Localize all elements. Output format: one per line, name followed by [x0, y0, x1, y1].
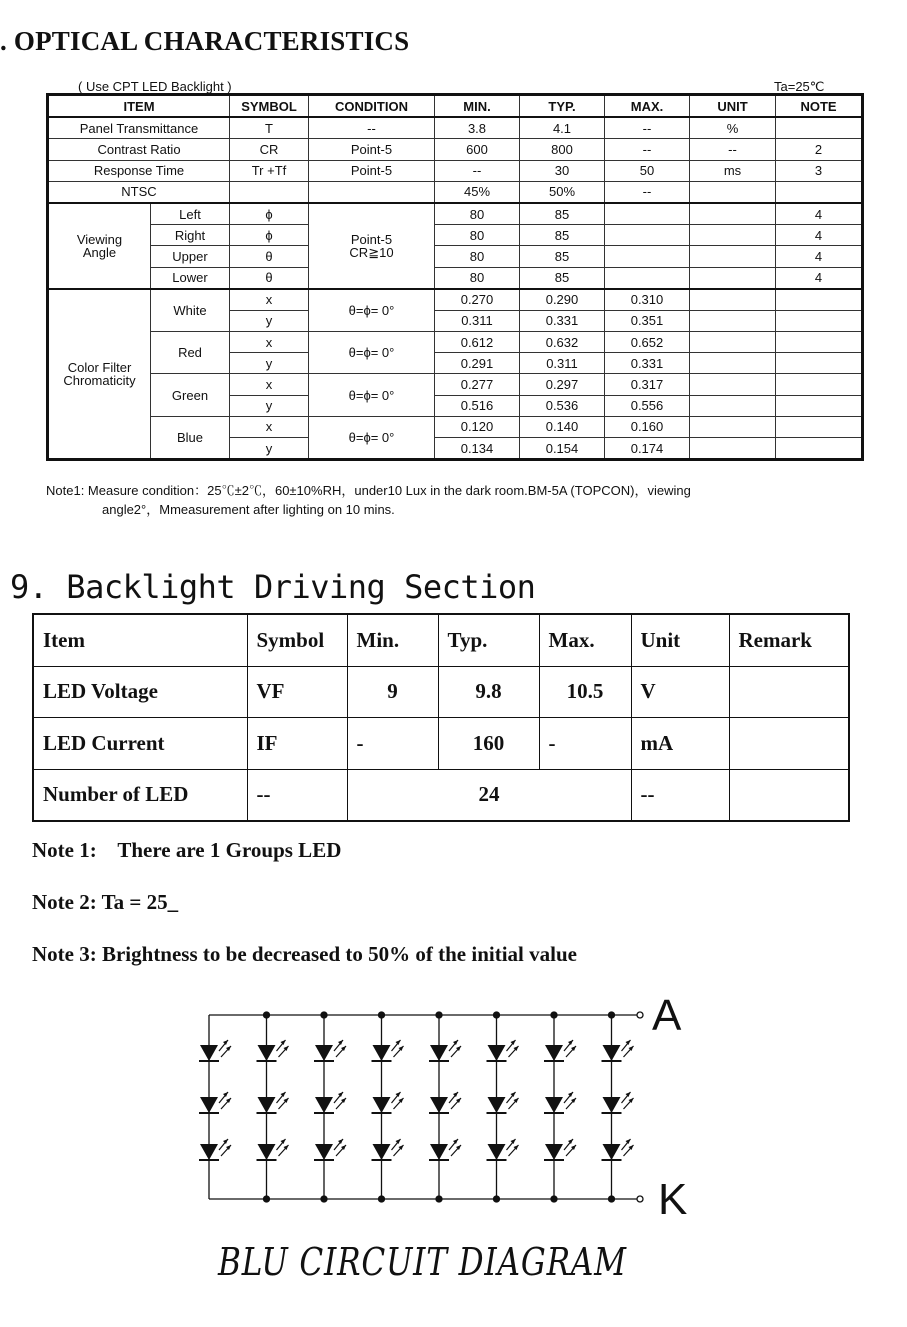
cell-unit: --: [690, 139, 776, 160]
cell-min: 80: [435, 267, 520, 289]
table-row: [48, 139, 863, 160]
junction-dot: [609, 1196, 615, 1202]
junction-dot: [436, 1196, 442, 1202]
junction-dot: [264, 1196, 270, 1202]
junction-dot: [436, 1012, 442, 1018]
cell-symbol: x: [230, 332, 309, 353]
table-row: [48, 181, 863, 203]
led-icon: [602, 1040, 634, 1061]
junction-dot: [321, 1012, 327, 1018]
header-remark: Remark: [729, 614, 849, 666]
cell-note: [776, 374, 863, 395]
led-icon: [199, 1139, 231, 1160]
led-icon: [257, 1092, 289, 1113]
cell-unit: [690, 267, 776, 289]
cell-note: 4: [776, 225, 863, 246]
cell-note: [776, 117, 863, 139]
measurement-note: [46, 481, 866, 519]
cell-typ: 800: [520, 139, 605, 160]
cell-item: LED Voltage: [33, 666, 247, 718]
cell-max: 50: [605, 160, 690, 181]
cell-max: [605, 225, 690, 246]
cell-condition: θ=ϕ= 0°: [309, 289, 435, 332]
led-icon: [199, 1040, 231, 1061]
led-icon: [429, 1040, 461, 1061]
table-row: [33, 769, 849, 821]
header-max: Max.: [539, 614, 631, 666]
cell-symbol: θ: [230, 267, 309, 289]
viewing-angle-condition: Point-5 CR≧10: [309, 203, 435, 289]
cell-min: 0.277: [435, 374, 520, 395]
junction-dot: [551, 1012, 557, 1018]
cell-symbol: ϕ: [230, 203, 309, 225]
led-icon: [372, 1040, 404, 1061]
table-header-row: [48, 95, 863, 118]
header-typ: Typ.: [438, 614, 539, 666]
table-row: [48, 374, 863, 395]
header-item: ITEM: [48, 95, 230, 118]
table-row: [48, 267, 863, 289]
cell-unit: [690, 246, 776, 267]
table-row: [33, 666, 849, 718]
table-row: [33, 718, 849, 770]
cell-remark: [729, 666, 849, 718]
cell-condition: Point-5: [309, 139, 435, 160]
cell-direction: Right: [151, 225, 230, 246]
header-max: MAX.: [605, 95, 690, 118]
table-row: [48, 203, 863, 225]
cell-typ: 50%: [520, 181, 605, 203]
cell-symbol: IF: [247, 718, 347, 770]
cell-unit: mA: [631, 718, 729, 770]
cell-typ: 0.290: [520, 289, 605, 311]
cell-unit: [690, 438, 776, 460]
cell-condition: θ=ϕ= 0°: [309, 332, 435, 374]
cell-typ: 0.331: [520, 310, 605, 331]
cell-typ: 4.1: [520, 117, 605, 139]
cell-condition: θ=ϕ= 0°: [309, 374, 435, 416]
cell-min: 0.612: [435, 332, 520, 353]
cell-item: Number of LED: [33, 769, 247, 821]
cell-symbol: y: [230, 438, 309, 460]
cell-unit: [690, 203, 776, 225]
cell-symbol: y: [230, 353, 309, 374]
backlight-note-1: Note 1: There are 1 Groups LED: [32, 838, 342, 862]
cell-note: [776, 289, 863, 311]
circuit-wires: [209, 1012, 643, 1202]
color-name: White: [151, 289, 230, 332]
header-item: Item: [33, 614, 247, 666]
cell-unit: [690, 332, 776, 353]
cell-typ: 0.536: [520, 395, 605, 416]
cell-max: 0.317: [605, 374, 690, 395]
cell-item: Response Time: [48, 160, 230, 181]
cell-note: [776, 416, 863, 437]
cell-unit: [690, 353, 776, 374]
cell-note: 4: [776, 267, 863, 289]
cell-condition: θ=ϕ= 0°: [309, 416, 435, 459]
cell-symbol: CR: [230, 139, 309, 160]
cell-item: LED Current: [33, 718, 247, 770]
led-icon: [487, 1092, 519, 1113]
cell-max: [605, 246, 690, 267]
led-icon: [257, 1139, 289, 1160]
table-row: [48, 416, 863, 437]
junction-dot: [551, 1196, 557, 1202]
cathode-label: K: [658, 1175, 688, 1224]
cell-item: Panel Transmittance: [48, 117, 230, 139]
cell-min: 80: [435, 225, 520, 246]
cell-note: [776, 438, 863, 460]
cell-min: 0.311: [435, 310, 520, 331]
cell-unit: [690, 181, 776, 203]
blu-circuit-diagram-title: BLU CIRCUIT DIAGRAM: [218, 1240, 627, 1284]
anode-terminal: [637, 1012, 643, 1018]
cell-note: 4: [776, 246, 863, 267]
led-icon: [372, 1092, 404, 1113]
cell-note: 3: [776, 160, 863, 181]
cell-typ: 9.8: [438, 666, 539, 718]
table-row: [48, 332, 863, 353]
cell-condition: [309, 181, 435, 203]
cell-min: 80: [435, 246, 520, 267]
table-header-row: [33, 614, 849, 666]
cell-max: 0.331: [605, 353, 690, 374]
junction-dot: [379, 1012, 385, 1018]
cell-note: [776, 332, 863, 353]
cathode-terminal: [637, 1196, 643, 1202]
cell-symbol: θ: [230, 246, 309, 267]
color-name: Blue: [151, 416, 230, 459]
cell-min: 45%: [435, 181, 520, 203]
cell-max: --: [605, 139, 690, 160]
cell-note: [776, 310, 863, 331]
cell-min: 80: [435, 203, 520, 225]
cell-typ: 85: [520, 246, 605, 267]
cell-symbol: x: [230, 374, 309, 395]
cell-direction: Upper: [151, 246, 230, 267]
header-symbol: SYMBOL: [230, 95, 309, 118]
cell-max: --: [605, 181, 690, 203]
cell-condition: Point-5: [309, 160, 435, 181]
cell-typ: 85: [520, 203, 605, 225]
cell-item: Contrast Ratio: [48, 139, 230, 160]
backlight-note-2: Note 2: Ta = 25_: [32, 890, 179, 914]
cell-min: 0.270: [435, 289, 520, 311]
backlight-driving-table: [32, 613, 850, 822]
cell-symbol: y: [230, 395, 309, 416]
cell-symbol: [230, 181, 309, 203]
cell-min: -: [347, 718, 438, 770]
optical-characteristics-title: . OPTICAL CHARACTERISTICS: [0, 26, 410, 56]
cell-remark: [729, 718, 849, 770]
cell-min: 9: [347, 666, 438, 718]
color-filter-label: Color Filter Chromaticity: [48, 289, 151, 460]
measurement-note-line2: angle2°，Mmeasurement after lighting on 10 mins.: [102, 502, 395, 517]
cell-unit: [690, 225, 776, 246]
cell-typ: 0.154: [520, 438, 605, 460]
header-condition: CONDITION: [309, 95, 435, 118]
led-array: [199, 1040, 634, 1160]
led-icon: [487, 1040, 519, 1061]
led-icon: [199, 1092, 231, 1113]
cell-direction: Left: [151, 203, 230, 225]
backlight-note: ( Use CPT LED Backlight ): [78, 79, 232, 94]
cell-symbol: T: [230, 117, 309, 139]
led-icon: [314, 1092, 346, 1113]
led-icon: [429, 1092, 461, 1113]
led-icon: [544, 1092, 576, 1113]
cell-note: 4: [776, 203, 863, 225]
cell-symbol: ϕ: [230, 225, 309, 246]
cell-min: 0.291: [435, 353, 520, 374]
led-icon: [544, 1139, 576, 1160]
junction-dot: [494, 1012, 500, 1018]
led-icon: [314, 1139, 346, 1160]
header-typ: TYP.: [520, 95, 605, 118]
viewing-angle-label: Viewing Angle: [48, 203, 151, 289]
led-icon: [487, 1139, 519, 1160]
cell-min: --: [435, 160, 520, 181]
cell-unit: V: [631, 666, 729, 718]
cell-typ: 0.297: [520, 374, 605, 395]
cell-symbol: --: [247, 769, 347, 821]
cell-led-count: 24: [347, 769, 631, 821]
junction-dot: [321, 1196, 327, 1202]
header-min: Min.: [347, 614, 438, 666]
cell-typ: 0.311: [520, 353, 605, 374]
cell-min: 3.8: [435, 117, 520, 139]
table-row: [48, 117, 863, 139]
junction-dot: [494, 1196, 500, 1202]
cell-max: -: [539, 718, 631, 770]
cell-unit: [690, 374, 776, 395]
junction-dot: [379, 1196, 385, 1202]
cell-typ: 85: [520, 267, 605, 289]
cell-min: 600: [435, 139, 520, 160]
led-icon: [372, 1139, 404, 1160]
cell-max: 0.310: [605, 289, 690, 311]
cell-max: [605, 203, 690, 225]
cell-unit: [690, 395, 776, 416]
table-row: [48, 246, 863, 267]
led-icon: [602, 1139, 634, 1160]
led-icon: [257, 1040, 289, 1061]
cell-typ: 85: [520, 225, 605, 246]
cell-note: [776, 181, 863, 203]
cell-typ: 0.140: [520, 416, 605, 437]
cell-unit: ms: [690, 160, 776, 181]
cell-note: [776, 353, 863, 374]
led-icon: [429, 1139, 461, 1160]
cell-max: 0.160: [605, 416, 690, 437]
header-symbol: Symbol: [247, 614, 347, 666]
cell-note: [776, 395, 863, 416]
backlight-note-3: Note 3: Brightness to be decreased to 50% of the initial value: [32, 942, 577, 966]
cell-unit: [690, 416, 776, 437]
cell-unit: [690, 289, 776, 311]
table-row: [48, 289, 863, 311]
led-icon: [602, 1092, 634, 1113]
cell-condition: --: [309, 117, 435, 139]
cell-unit: [690, 310, 776, 331]
cell-max: [605, 267, 690, 289]
header-note: NOTE: [776, 95, 863, 118]
table-row: [48, 160, 863, 181]
color-name: Red: [151, 332, 230, 374]
cell-symbol: Tr +Tf: [230, 160, 309, 181]
ambient-temperature-label: Ta=25℃: [774, 79, 825, 94]
cell-max: 0.652: [605, 332, 690, 353]
cell-symbol: VF: [247, 666, 347, 718]
cell-unit: %: [690, 117, 776, 139]
cell-typ: 160: [438, 718, 539, 770]
anode-label: A: [652, 991, 682, 1040]
header-min: MIN.: [435, 95, 520, 118]
cell-symbol: x: [230, 289, 309, 311]
blu-circuit-diagram: [195, 990, 695, 1225]
cell-min: 0.120: [435, 416, 520, 437]
cell-remark: [729, 769, 849, 821]
cell-max: --: [605, 117, 690, 139]
cell-max: 10.5: [539, 666, 631, 718]
table-row: [48, 225, 863, 246]
optical-characteristics-table: [46, 93, 864, 461]
header-unit: UNIT: [690, 95, 776, 118]
measurement-note-line1: Note1: Measure condition：25℃±2℃，60±10%RH，under10 Lux in the dark room.BM-5A (TOPCON)，viewing: [46, 483, 691, 498]
cell-symbol: y: [230, 310, 309, 331]
junction-dot: [609, 1012, 615, 1018]
color-name: Green: [151, 374, 230, 416]
cell-max: 0.351: [605, 310, 690, 331]
cell-direction: Lower: [151, 267, 230, 289]
cell-symbol: x: [230, 416, 309, 437]
cell-max: 0.556: [605, 395, 690, 416]
cell-min: 0.516: [435, 395, 520, 416]
cell-max: 0.174: [605, 438, 690, 460]
cell-note: 2: [776, 139, 863, 160]
cell-item: NTSC: [48, 181, 230, 203]
led-icon: [544, 1040, 576, 1061]
header-unit: Unit: [631, 614, 729, 666]
backlight-section-title: 9. Backlight Driving Section: [10, 568, 536, 606]
cell-unit: --: [631, 769, 729, 821]
cell-typ: 30: [520, 160, 605, 181]
led-icon: [314, 1040, 346, 1061]
cell-typ: 0.632: [520, 332, 605, 353]
cell-min: 0.134: [435, 438, 520, 460]
junction-dot: [264, 1012, 270, 1018]
